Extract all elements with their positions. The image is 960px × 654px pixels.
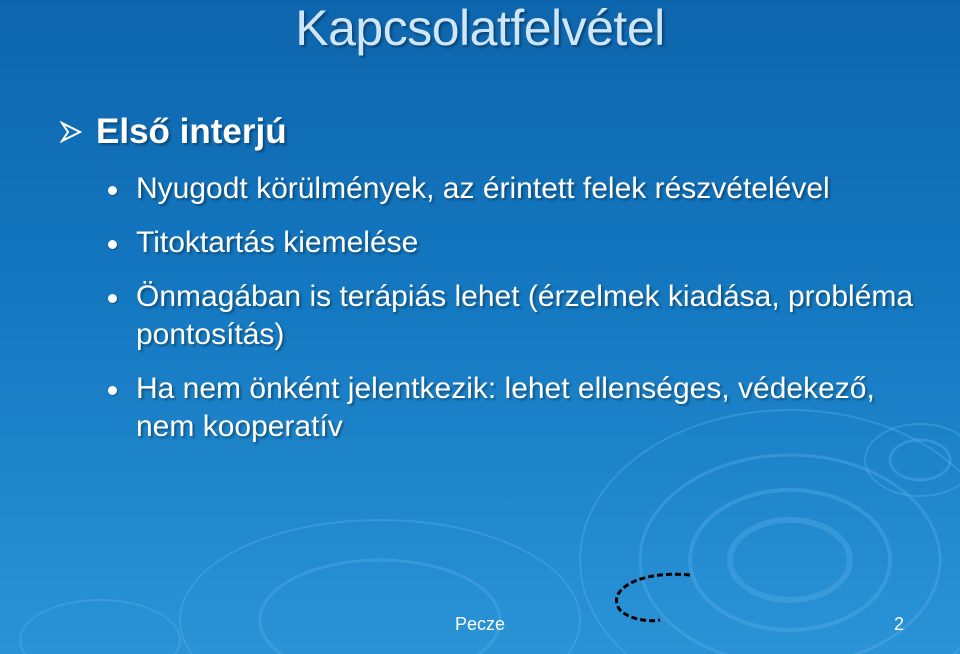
slide-title: Kapcsolatfelvétel — [295, 0, 665, 56]
list-item-text: Nyugodt körülmények, az érintett felek részvételével — [136, 172, 830, 205]
heading-text: Első interjú — [96, 112, 287, 151]
dot-bullet-icon — [108, 386, 117, 395]
list-item — [100, 370, 920, 446]
list-item-text: Önmagában is terápiás lehet (érzelmek kiadása, probléma pontosítás) — [136, 280, 914, 351]
list-item — [100, 224, 920, 262]
footer-author: Pecze — [454, 614, 506, 634]
dot-bullet-icon — [108, 240, 117, 249]
heading-item — [60, 112, 287, 152]
list-item-text: Titoktartás kiemelése — [136, 226, 419, 259]
arrow-bullet-icon — [60, 121, 82, 143]
dot-bullet-icon — [108, 294, 117, 303]
list-item — [100, 170, 920, 208]
bullet-list — [100, 170, 920, 462]
page-number: 2 — [893, 614, 904, 634]
list-item-text: Ha nem önként jelentkezik: lehet ellenséges, védekező, nem kooperatív — [136, 372, 875, 443]
dot-bullet-icon — [108, 186, 117, 195]
list-item — [100, 278, 920, 354]
